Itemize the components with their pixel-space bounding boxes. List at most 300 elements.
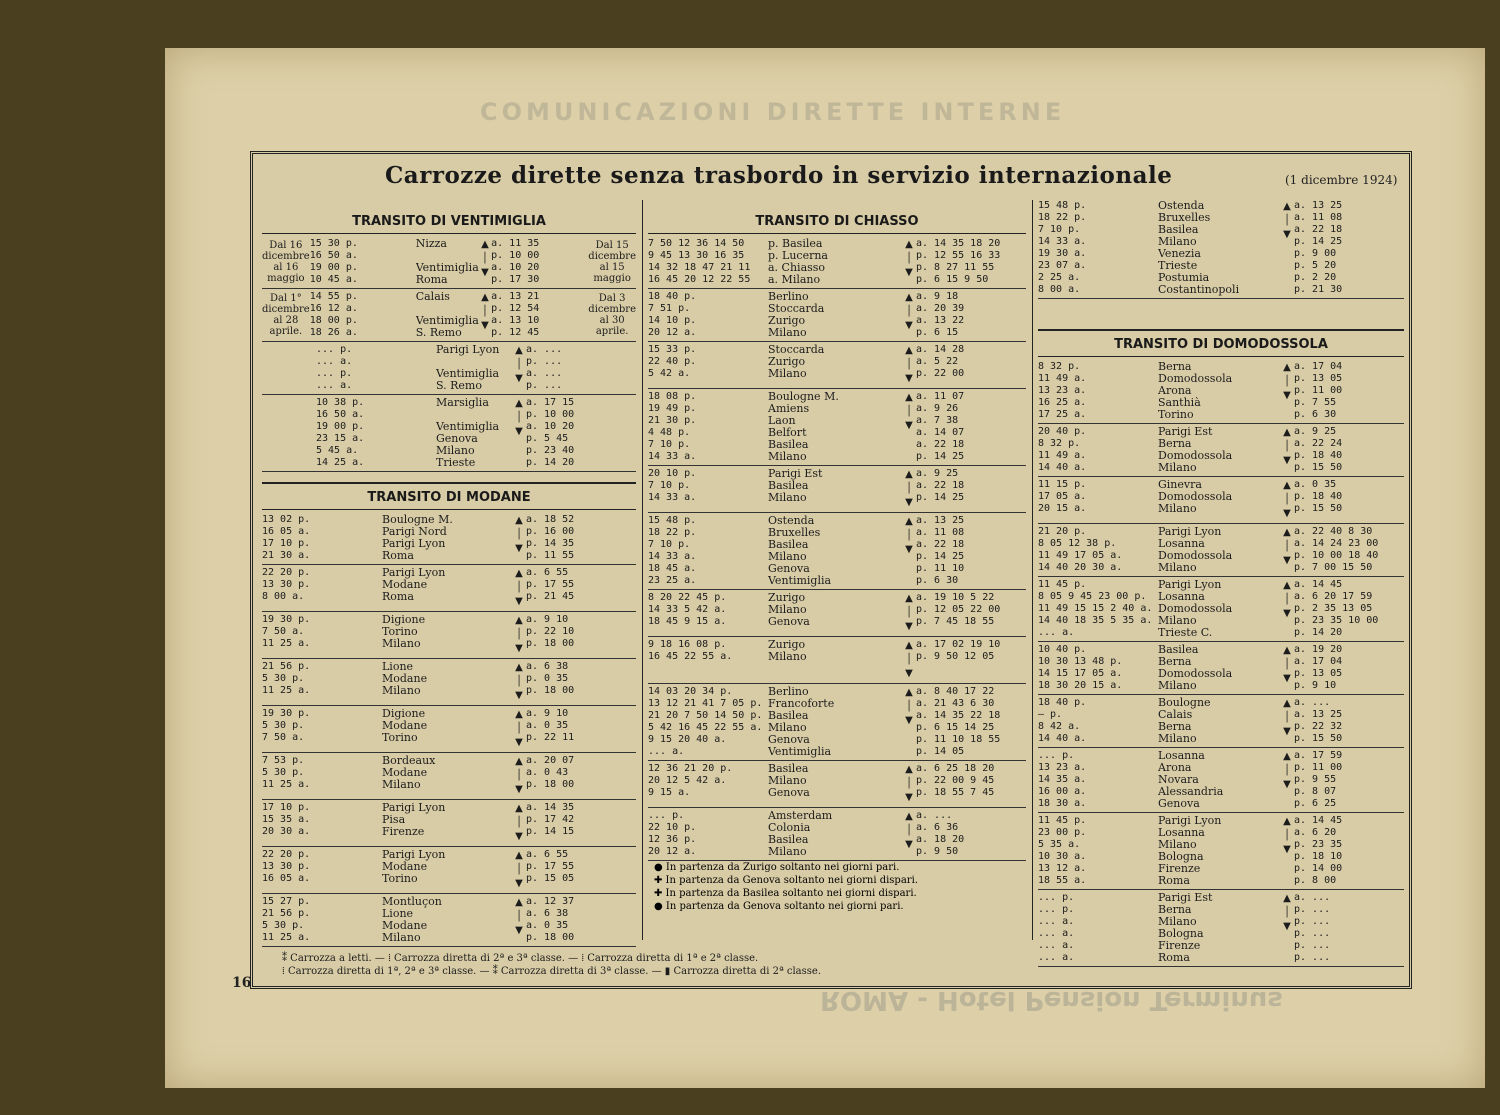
chiasso-blocks (648, 236, 1026, 861)
time: 14 03 20 34 p. (648, 686, 733, 697)
time: 5 45 a. (316, 445, 359, 456)
time: a. 8 40 17 22 (916, 686, 995, 697)
time: p. 14 25 (916, 551, 965, 562)
time: 9 15 a. (648, 787, 691, 798)
stations (416, 291, 479, 339)
station-name: Roma (382, 591, 414, 603)
time: 16 25 a. (1038, 397, 1087, 408)
direction-arrows: ▲ │ ▼ (515, 515, 523, 554)
station-name: Milano (1158, 733, 1197, 745)
time: 7 10 p. (648, 439, 691, 450)
station-name: Modane (382, 767, 428, 779)
station-name: Parigi Lyon (1158, 526, 1222, 538)
time: p. 22 00 9 45 (916, 775, 995, 786)
time: p. 15 50 (1294, 733, 1343, 744)
station-name: Francoforte (768, 698, 835, 710)
times-outbound (262, 514, 382, 562)
direction-arrows: ▲ │ ▼ (1283, 527, 1291, 566)
time: 21 20 7 50 14 50 p. (648, 710, 763, 721)
time: p. 17 30 (491, 274, 540, 285)
time: ... a. (316, 380, 353, 391)
station-name: Roma (415, 274, 448, 286)
station-name: a. Milano (768, 274, 821, 286)
stations (1158, 426, 1280, 474)
time: 16 05 a. (262, 873, 311, 884)
station-name: Calais (415, 291, 450, 303)
direction-arrows: ▲ │ ▼ (905, 640, 913, 679)
time: p. 11 10 (916, 563, 965, 574)
time: ... a. (1038, 627, 1075, 638)
time: 7 50 12 36 14 50 (648, 238, 745, 249)
direction-arrows: ▲ │ ▼ (905, 687, 913, 726)
time: 19 30 a. (1038, 248, 1087, 259)
times-return (526, 802, 636, 844)
station-name: Firenze (382, 826, 425, 838)
times-return (916, 391, 1026, 463)
time: 23 07 a. (1038, 260, 1087, 271)
time: 5 42 16 45 22 55 a. (648, 722, 763, 733)
times-return (526, 514, 636, 562)
direction-arrows: ▲ │ ▼ (1283, 480, 1291, 519)
note-genova-pari: ● In partenza da Genova soltanto nei giorni pari. (654, 901, 904, 912)
stations (382, 896, 512, 944)
time: p. 7 00 15 50 (1294, 562, 1373, 573)
station-name: Losanna (1158, 538, 1205, 550)
time: 9 15 20 40 a. (648, 734, 727, 745)
time: p. ... (1294, 952, 1331, 963)
station-name: Parigi Est (768, 468, 823, 480)
timetable-block (648, 684, 1026, 761)
station-name: Parigi Lyon (382, 849, 446, 861)
time: a. 12 37 (526, 896, 575, 907)
direction-arrows: ▲ │ ▼ (515, 756, 523, 795)
time: 20 12 a. (648, 327, 697, 338)
station-name: Basilea (768, 439, 809, 451)
times-return (526, 614, 636, 656)
times-outbound (648, 468, 768, 510)
time: a. 10 20 (491, 262, 540, 273)
station-name: Arona (1158, 385, 1192, 397)
time: p. 12 45 (491, 327, 540, 338)
timetable-block (262, 847, 636, 894)
ventimiglia-blocks (262, 236, 636, 472)
time: a. 11 35 (491, 238, 540, 249)
station-name: Milano (1158, 916, 1197, 928)
time: 15 30 p. (309, 238, 358, 249)
timetable-block (648, 761, 1026, 808)
domodossola-blocks (1038, 359, 1404, 967)
station-name: Boulogne (1158, 697, 1211, 709)
times-return (916, 763, 1026, 805)
time: a. 17 04 (1294, 361, 1343, 372)
station-name: Stoccarda (768, 344, 825, 356)
time: 11 49 a. (1038, 450, 1087, 461)
station-name: Novara (1158, 774, 1199, 786)
time: a. 22 40 8 30 (1294, 526, 1373, 537)
time: a. 22 18 (916, 539, 965, 550)
times-outbound (262, 567, 382, 609)
time: p. 17 42 (526, 814, 575, 825)
timetable-block (262, 342, 636, 395)
time: 11 25 a. (262, 638, 311, 649)
station-name: Modane (382, 673, 428, 685)
time: p. 6 30 (1294, 409, 1337, 420)
station-name: Digione (382, 614, 426, 626)
time: a. 9 25 (916, 468, 959, 479)
timetable-block (648, 808, 1026, 861)
direction-arrows: ▲ │ ▼ (515, 850, 523, 889)
time: p. 5 45 (526, 433, 569, 444)
times-outbound (316, 397, 436, 469)
station-name: Postumia (1158, 272, 1210, 284)
station-name: Amsterdam (768, 810, 833, 822)
time: 16 50 a. (309, 250, 358, 261)
times-outbound (1038, 644, 1158, 692)
time: p. 10 00 (491, 250, 540, 261)
time: p. 9 55 (1294, 774, 1337, 785)
time: 21 20 p. (1038, 526, 1087, 537)
station-name: Genova (768, 787, 810, 799)
station-name: p. Basilea (768, 238, 823, 250)
time: 22 40 p. (648, 356, 697, 367)
time: p. ... (1294, 904, 1331, 915)
time: p. 22 32 (1294, 721, 1343, 732)
time: ... p. (1038, 904, 1075, 915)
time: p. 18 40 (1294, 491, 1343, 502)
time: 20 30 a. (262, 826, 311, 837)
time: a. 14 07 (916, 427, 965, 438)
time: p. 11 00 (1294, 762, 1343, 773)
timetable-block (648, 466, 1026, 513)
station-name: Zurigo (768, 592, 806, 604)
validity-note-right: Dal 15 dicembre al 15 maggio (588, 240, 636, 284)
time: a. 9 10 (526, 708, 569, 719)
times-return (526, 755, 636, 797)
times-outbound (1038, 200, 1158, 296)
time: 19 00 p. (309, 262, 358, 273)
time: 22 20 p. (262, 567, 311, 578)
column-rule-1 (642, 200, 643, 940)
timetable-block (1038, 198, 1404, 299)
station-name: Milano (768, 451, 807, 463)
stations (768, 515, 902, 587)
station-name: Losanna (1158, 750, 1205, 762)
time: p. 21 45 (526, 591, 575, 602)
validity-note-left: Dal 1° dicembre al 28 aprile. (262, 293, 310, 337)
time: p. 14 05 (916, 746, 965, 757)
times-return (916, 592, 1026, 634)
station-name: p. Lucerna (768, 250, 828, 262)
direction-arrows: ▲ │ ▼ (905, 392, 913, 431)
stations (436, 344, 512, 392)
times-return (1294, 526, 1404, 574)
times-return (526, 397, 636, 469)
time: 10 38 p. (316, 397, 365, 408)
station-name: Berlino (768, 686, 809, 698)
time: p. 18 00 (526, 932, 575, 943)
times-return (526, 708, 636, 750)
time: p. 10 00 (526, 409, 575, 420)
timetable-block (648, 637, 1026, 684)
time: 16 12 a. (309, 303, 358, 314)
times-outbound (316, 344, 436, 392)
time: p. ... (1294, 916, 1331, 927)
time: 20 10 p. (648, 468, 697, 479)
time: a. 17 59 (1294, 750, 1343, 761)
direction-arrows: ▲ │ ▼ (1283, 427, 1291, 466)
stations (436, 397, 512, 469)
stations (1158, 644, 1280, 692)
time: 8 32 p. (1038, 438, 1081, 449)
times-outbound (262, 661, 382, 703)
section-modane: TRANSITO DI MODANE (262, 482, 636, 510)
time: 18 30 a. (1038, 798, 1087, 809)
direction-arrows: ▲ │ ▼ (905, 764, 913, 803)
station-name: Boulogne M. (768, 391, 839, 403)
times-outbound (262, 708, 382, 750)
time: ... a. (1038, 928, 1075, 939)
time: p. 14 25 (916, 492, 965, 503)
times-outbound (648, 639, 768, 681)
stations (768, 391, 902, 463)
legend-line-2: ⁞ Carrozza diretta di 1ª, 2ª e 3ª classe. — ⁑ Carrozza diretta di 3ª classe. — ▮ Carrozza diretta di 2ª classe. (282, 966, 822, 977)
times-return (916, 639, 1026, 681)
stations (1158, 479, 1280, 521)
time: p. 2 20 (1294, 272, 1337, 283)
timetable-block (648, 590, 1026, 637)
time: 11 25 a. (262, 779, 311, 790)
stations (1158, 200, 1280, 296)
station-name: Zurigo (768, 315, 806, 327)
time: p. 15 05 (526, 873, 575, 884)
time: p. 6 15 14 25 (916, 722, 995, 733)
time: 23 25 a. (648, 575, 697, 586)
time: 14 32 18 47 21 11 (648, 262, 751, 273)
station-name: Milano (382, 638, 421, 650)
station-name: Parigi Lyon (436, 344, 500, 356)
stations (1158, 815, 1280, 887)
timetable-block (648, 342, 1026, 389)
timetable-block (262, 706, 636, 753)
station-name: Parigi Lyon (1158, 815, 1222, 827)
time: 11 45 p. (1038, 815, 1087, 826)
station-name: Pisa (382, 814, 406, 826)
time: p. 9 10 (1294, 680, 1337, 691)
station-name: Ventimiglia (415, 262, 479, 274)
time: p. 22 00 (916, 368, 965, 379)
time: 7 50 a. (262, 626, 305, 637)
time: a. 9 26 (916, 403, 959, 414)
time: 4 48 p. (648, 427, 691, 438)
time: p. 14 25 (916, 451, 965, 462)
station-name: Parigi Lyon (382, 538, 446, 550)
time: 7 10 p. (648, 539, 691, 550)
direction-arrows: ▲ │ ▼ (1283, 698, 1291, 737)
time: a. 5 22 (916, 356, 959, 367)
time: 14 33 a. (648, 451, 697, 462)
time: 14 35 a. (1038, 774, 1087, 785)
station-name: Modane (382, 861, 428, 873)
times-return (1294, 426, 1404, 474)
time: a. 6 38 (526, 661, 569, 672)
time: 5 42 a. (648, 368, 691, 379)
time: 17 25 a. (1038, 409, 1087, 420)
direction-arrows: ▲ │ ▼ (1283, 201, 1291, 240)
time: 5 30 p. (262, 920, 305, 931)
column-left (262, 208, 636, 947)
time: 15 35 a. (262, 814, 311, 825)
direction-arrows: ▲ │ ▼ (481, 292, 489, 331)
stations (382, 567, 512, 609)
time: a. 11 08 (916, 527, 965, 538)
time: 22 20 p. (262, 849, 311, 860)
direction-arrows: ▲ │ ▼ (515, 897, 523, 936)
time: p. 6 30 (916, 575, 959, 586)
time: a. ... (526, 368, 563, 379)
station-name: Berlino (768, 291, 809, 303)
time: 8 00 a. (1038, 284, 1081, 295)
times-outbound (310, 291, 416, 339)
time: 15 33 p. (648, 344, 697, 355)
times-return (1294, 479, 1404, 521)
time: a. 9 25 (1294, 426, 1337, 437)
station-name: Berna (1158, 438, 1192, 450)
times-return (491, 291, 588, 339)
station-name (436, 409, 512, 421)
time: 18 40 p. (1038, 697, 1087, 708)
time: a. 0 43 (526, 767, 569, 778)
column-right (1038, 198, 1404, 967)
time: 13 30 p. (262, 861, 311, 872)
time: 17 10 p. (262, 802, 311, 813)
times-return (491, 238, 588, 286)
time: ... a. (1038, 952, 1075, 963)
times-outbound (648, 344, 768, 386)
time: 19 49 p. (648, 403, 697, 414)
time: a. 22 18 (916, 439, 965, 450)
time: 8 05 12 38 p. (1038, 538, 1117, 549)
station-name: Trieste C. (1158, 627, 1213, 639)
time: p. 2 35 13 05 (1294, 603, 1373, 614)
station-name: Domodossola (1158, 603, 1233, 615)
station-name: Parigi Est (1158, 426, 1213, 438)
times-return (526, 344, 636, 392)
timetable-block (262, 753, 636, 800)
time: 9 45 13 30 16 35 (648, 250, 745, 261)
time: p. 9 50 (916, 846, 959, 857)
time: 21 56 p. (262, 908, 311, 919)
time: p. 9 00 (1294, 248, 1337, 259)
times-outbound (648, 592, 768, 634)
timetable-block (262, 289, 636, 342)
time: a. 6 55 (526, 849, 569, 860)
station-name: Domodossola (1158, 550, 1233, 562)
time: 16 00 a. (1038, 786, 1087, 797)
direction-arrows: ▲ │ ▼ (481, 239, 489, 278)
times-return (1294, 815, 1404, 887)
station-name: Milano (1158, 236, 1197, 248)
station-name (416, 250, 479, 262)
time: 18 30 20 15 a. (1038, 680, 1123, 691)
times-outbound (310, 238, 416, 286)
station-name: Milano (1158, 839, 1197, 851)
station-name: Milano (768, 722, 807, 734)
station-name: Milano (1158, 680, 1197, 692)
time: 18 00 p. (309, 315, 358, 326)
time: ... p. (316, 344, 353, 355)
station-name: Lione (382, 908, 414, 920)
legend-line-1: ⁑ Carrozza a letti. — ⁞ Carrozza diretta di 2ª e 3ª classe. — ⁞ Carrozza diretta di 1ª e 2ª classe. (282, 953, 759, 964)
time: 17 05 a. (1038, 491, 1087, 502)
time: a. ... (1294, 697, 1331, 708)
time: 16 50 a. (316, 409, 365, 420)
time: 14 40 20 30 a. (1038, 562, 1123, 573)
direction-arrows: ▲ │ ▼ (905, 345, 913, 384)
stations (768, 810, 902, 858)
stations (768, 291, 902, 339)
station-name: Ventimiglia (436, 421, 500, 433)
direction-arrows: ▲ │ ▼ (515, 662, 523, 701)
station-name: Domodossola (1158, 491, 1233, 503)
station-name: Zurigo (768, 356, 806, 368)
station-name: Modane (382, 720, 428, 732)
time: p. 18 40 (1294, 450, 1343, 461)
station-name: Milano (382, 779, 421, 791)
station-name: Basilea (768, 480, 809, 492)
time: a. ... (916, 810, 953, 821)
timetable-block (1038, 890, 1404, 967)
time: 20 12 a. (648, 846, 697, 857)
times-return (1294, 697, 1404, 745)
time: a. 18 20 (916, 834, 965, 845)
time: 14 40 a. (1038, 462, 1087, 473)
time: 7 51 p. (648, 303, 691, 314)
time: p. 15 50 (1294, 462, 1343, 473)
times-return (916, 468, 1026, 510)
time: 14 40 a. (1038, 733, 1087, 744)
time: 14 25 a. (316, 457, 365, 468)
time: p. 14 15 (526, 826, 575, 837)
time: a. 9 10 (526, 614, 569, 625)
station-name: Basilea (768, 763, 809, 775)
time: 10 40 p. (1038, 644, 1087, 655)
time: a. 17 02 19 10 (916, 639, 1001, 650)
time: p. 6 15 9 50 (916, 274, 989, 285)
time: p. ... (526, 380, 563, 391)
time: 14 55 p. (309, 291, 358, 302)
station-name: Milano (382, 932, 421, 944)
station-name: Milano (768, 327, 807, 339)
station-name: Milano (768, 551, 807, 563)
direction-arrows: ▲ │ ▼ (515, 709, 523, 748)
time: p. 13 05 (1294, 668, 1343, 679)
time: 7 10 p. (1038, 224, 1081, 235)
station-name: Parigi Lyon (382, 802, 446, 814)
times-outbound (648, 515, 768, 587)
time: 18 40 p. (648, 291, 697, 302)
stations (1158, 361, 1280, 421)
times-outbound (262, 614, 382, 656)
station-name: Torino (1158, 409, 1194, 421)
time: 23 00 p. (1038, 827, 1087, 838)
time: a. 13 22 (916, 315, 965, 326)
time: 11 49 a. (1038, 373, 1087, 384)
time: a. 6 55 (526, 567, 569, 578)
direction-arrows: ▲ │ ▼ (515, 568, 523, 607)
times-return (1294, 200, 1404, 296)
time: 8 32 p. (1038, 361, 1081, 372)
timetable-block (262, 565, 636, 612)
